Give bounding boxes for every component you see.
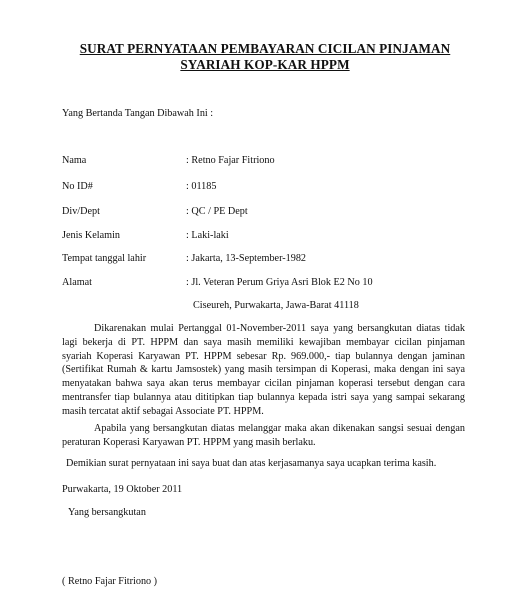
field-value-nama: : Retno Fajar Fitriono	[186, 155, 275, 166]
paragraph-1-line: lagi bekerja di PT. HPPM dan saya masih memiliki kewajiban membayar cicilan pinjaman	[62, 336, 465, 348]
intro-text: Yang Bertanda Tangan Dibawah Ini :	[62, 108, 214, 119]
field-value-alamat-line-2: Ciseureh, Purwakarta, Jawa-Barat 41118	[193, 300, 359, 311]
field-label-nama: Nama	[62, 155, 87, 166]
field-label-alamat: Alamat	[62, 277, 92, 288]
signer-name: ( Retno Fajar Fitriono )	[62, 576, 158, 587]
paragraph-1-line: (Sertifikat Rumah & kartu Jamsostek) yang masih tersimpan di Koperasi, maka dengan ini saya	[62, 364, 465, 376]
signer-label: Yang bersangkutan	[68, 507, 146, 518]
paragraph-1-line: menyatakan bahwa saya akan terus membayar cicilan pinjaman koperasi tersebut dengan cara	[62, 378, 465, 390]
field-label-gender: Jenis Kelamin	[62, 230, 121, 241]
closing-text: Demikian surat pernyataan ini saya buat dan atas kerjasamanya saya ucapkan terima kasih.	[66, 458, 437, 469]
field-value-gender: : Laki-laki	[186, 230, 229, 241]
paragraph-1-line: syariah Koperasi Karyawan PT. HPPM sebesar Rp. 969.000,- tiap bulannya dengan jaminan	[62, 350, 465, 362]
field-label-dept: Div/Dept	[62, 206, 100, 217]
paragraph-1-line: mentransfer tiap bulannya atau dititipkan tiap bulannya kepada istri saya yang sampai sekarang	[62, 391, 465, 403]
paragraph-2	[62, 422, 465, 450]
paragraph-2-line: Apabila yang bersangkutan diatas melanggar maka akan dikenakan sangsi sesuai dengan	[94, 423, 465, 434]
field-value-id: : 01185	[186, 181, 217, 192]
field-value-ttl: : Jakarta, 13-September-1982	[186, 253, 307, 264]
paragraph-1-line: Dikarenakan mulai Pertanggal 01-November-2011 saya yang bersangkutan diatas tidak	[94, 323, 465, 334]
field-value-alamat: : Jl. Veteran Perum Griya Asri Blok E2 No 10	[186, 277, 373, 288]
paragraph-1	[62, 322, 465, 418]
field-label-ttl: Tempat tanggal lahir	[62, 253, 147, 264]
field-value-dept: : QC / PE Dept	[186, 206, 248, 217]
place-date: Purwakarta, 19 Oktober 2011	[62, 484, 183, 495]
document-title-line-2: SYARIAH KOP-KAR HPPM	[180, 57, 350, 72]
document-title-line-1: SURAT PERNYATAAN PEMBAYARAN CICILAN PINJAMAN	[79, 41, 451, 56]
field-label-id: No ID#	[62, 181, 93, 192]
paragraph-1-line: masih tercatat aktif sebagai Associate PT. HPPM.	[62, 405, 264, 417]
paragraph-2-line: peraturan Koperasi Karyawan PT. HPPM yang masih berlaku.	[62, 436, 316, 448]
